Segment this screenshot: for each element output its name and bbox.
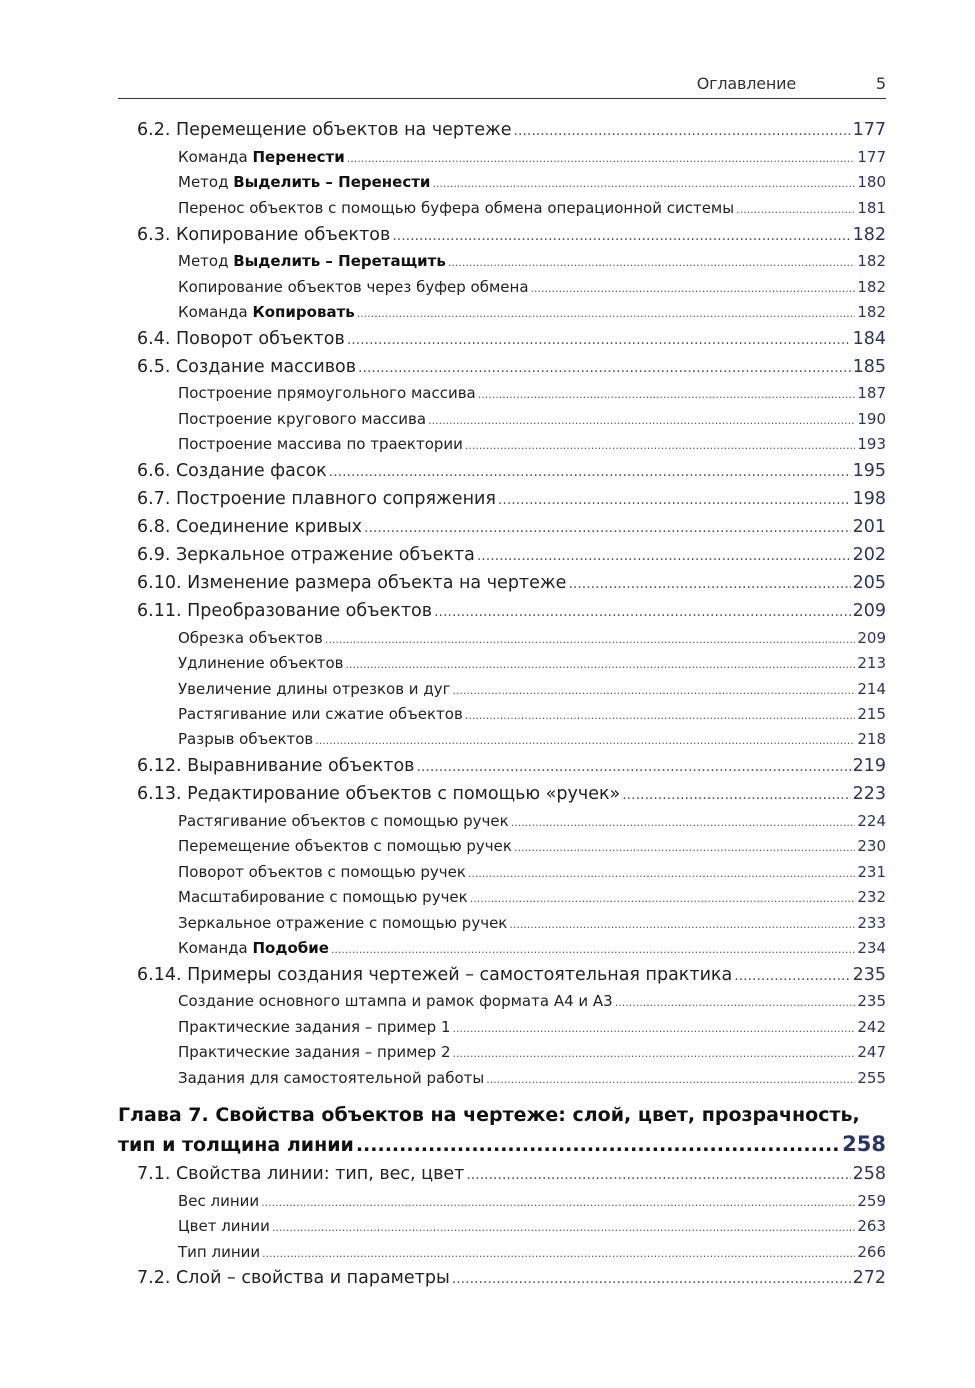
entry-title-prefix: Команда xyxy=(178,148,253,166)
entry-title: 6.10. Изменение размера объекта на чертеже xyxy=(137,573,567,593)
toc-subsection-entry[interactable] xyxy=(178,199,886,217)
dot-leader xyxy=(452,1047,855,1060)
entry-title: Поворот объектов с помощью ручек xyxy=(178,863,466,881)
header-page-number: 5 xyxy=(875,74,886,93)
entry-page-number: 259 xyxy=(857,1192,886,1210)
toc-subsection-entry[interactable] xyxy=(178,1043,886,1061)
toc-subsection-entry[interactable] xyxy=(178,705,886,723)
toc-section-entry[interactable] xyxy=(137,489,886,509)
entry-title-prefix: Команда xyxy=(178,303,253,321)
entry-page-number: 213 xyxy=(857,654,886,672)
entry-title: Цвет линии xyxy=(178,1217,270,1235)
toc-section-entry[interactable] xyxy=(137,329,886,349)
dot-leader xyxy=(465,439,855,452)
dot-leader xyxy=(347,152,856,165)
toc-subsection-entry[interactable] xyxy=(178,1192,886,1210)
dot-leader xyxy=(364,520,851,536)
entry-title: 6.14. Примеры создания чертежей – самостоятельная практика xyxy=(137,965,733,985)
entry-title: 6.4. Поворот объектов xyxy=(137,329,345,349)
toc-subsection-entry[interactable] xyxy=(178,1018,886,1036)
entry-title xyxy=(178,173,430,191)
entry-title: 7.1. Свойства линии: тип, вес, цвет xyxy=(137,1164,465,1184)
dot-leader xyxy=(465,709,856,722)
toc-subsection-entry[interactable] xyxy=(178,1243,886,1261)
entry-title-prefix: Метод xyxy=(178,252,234,270)
toc-subsection-entry[interactable] xyxy=(178,278,886,296)
dot-leader xyxy=(470,892,856,905)
toc-subsection-entry[interactable] xyxy=(178,1217,886,1235)
entry-title: 7.2. Слой – свойства и параметры xyxy=(137,1268,450,1288)
entry-title xyxy=(178,939,329,957)
entry-page-number: 219 xyxy=(852,756,886,776)
toc-subsection-entry[interactable] xyxy=(178,914,886,932)
dot-leader xyxy=(514,841,855,854)
dot-leader xyxy=(272,1221,855,1234)
entry-title: Практические задания – пример 1 xyxy=(178,1018,451,1036)
toc-section-entry[interactable] xyxy=(137,517,886,537)
entry-page-number: 255 xyxy=(857,1069,886,1087)
entry-title-bold: Копировать xyxy=(252,303,355,321)
entry-page-number: 231 xyxy=(857,863,886,881)
toc-subsection-entry[interactable] xyxy=(178,654,886,672)
entry-title: Увеличение длины отрезков и дуг xyxy=(178,680,451,698)
toc-section-entry[interactable] xyxy=(137,120,886,140)
entry-title: Обрезка объектов xyxy=(178,629,323,647)
dot-leader xyxy=(434,604,851,620)
toc-section-entry[interactable] xyxy=(137,784,886,804)
entry-title-prefix: Метод xyxy=(178,173,234,191)
entry-page-number: 233 xyxy=(857,914,886,932)
entry-title: Перемещение объектов с помощью ручек xyxy=(178,837,512,855)
entry-title: Построение прямоугольного массива xyxy=(178,384,476,402)
toc-section-entry[interactable] xyxy=(137,1268,886,1288)
entry-page-number: 218 xyxy=(857,730,886,748)
entry-title: 6.13. Редактирование объектов с помощью «ручек» xyxy=(137,784,621,804)
dot-leader xyxy=(498,492,851,508)
dot-leader xyxy=(356,1134,840,1156)
entry-title: 6.3. Копирование объектов xyxy=(137,225,391,245)
toc-subsection-entry[interactable] xyxy=(178,680,886,698)
entry-title: 6.5. Создание массивов xyxy=(137,357,357,377)
toc-section-entry[interactable] xyxy=(137,357,886,377)
entry-page-number: 177 xyxy=(852,120,886,140)
toc-subsection-entry[interactable] xyxy=(178,252,886,270)
entry-title: Практические задания – пример 2 xyxy=(178,1043,451,1061)
entry-title: Создание основного штампа и рамок формата А4 и А3 xyxy=(178,992,613,1010)
entry-title-bold: Выделить – Перенести xyxy=(233,173,431,191)
header-title: Оглавление xyxy=(696,74,796,93)
toc-subsection-entry[interactable] xyxy=(178,812,886,830)
dot-leader xyxy=(315,734,855,747)
toc-subsection-entry[interactable] xyxy=(178,435,886,453)
toc-section-entry[interactable] xyxy=(137,225,886,245)
entry-title: Разрыв объектов xyxy=(178,730,314,748)
entry-page-number: 198 xyxy=(852,489,886,509)
dot-leader xyxy=(329,464,851,480)
entry-page-number: 202 xyxy=(852,545,886,565)
entry-title: 6.2. Перемещение объектов на чертеже xyxy=(137,120,512,140)
entry-title: Задания для самостоятельной работы xyxy=(178,1069,485,1087)
entry-title: 6.11. Преобразование объектов xyxy=(137,601,433,621)
toc-subsection-entry[interactable] xyxy=(178,888,886,906)
dot-leader xyxy=(346,658,856,671)
toc-section-entry[interactable] xyxy=(137,601,886,621)
toc-subsection-entry[interactable] xyxy=(178,863,886,881)
entry-title: 6.9. Зеркальное отражение объекта xyxy=(137,545,475,565)
dot-leader xyxy=(428,414,855,427)
toc-subsection-entry[interactable] xyxy=(178,730,886,748)
entry-page-number: 190 xyxy=(857,410,886,428)
dot-leader xyxy=(262,1247,855,1260)
entry-page-number: 223 xyxy=(852,784,886,804)
entry-page-number: 205 xyxy=(852,573,886,593)
dot-leader xyxy=(347,332,851,348)
toc-subsection-entry[interactable] xyxy=(178,992,886,1010)
dot-leader xyxy=(622,787,850,803)
chapter-title-line1: Глава 7. Свойства объектов на чертеже: слой, цвет, прозрачность, xyxy=(118,1104,860,1126)
entry-title: Построение массива по траектории xyxy=(178,435,463,453)
entry-title xyxy=(178,303,355,321)
dot-leader xyxy=(511,816,856,829)
dot-leader xyxy=(468,867,855,880)
toc-section-entry[interactable] xyxy=(137,461,886,481)
toc-subsection-entry[interactable] xyxy=(178,173,886,191)
entry-page-number: 242 xyxy=(857,1018,886,1036)
dot-leader xyxy=(615,996,856,1009)
entry-title: 6.6. Создание фасок xyxy=(137,461,327,481)
entry-page-number: 182 xyxy=(857,252,886,270)
entry-title: Масштабирование с помощью ручек xyxy=(178,888,468,906)
dot-leader xyxy=(331,943,855,956)
dot-leader xyxy=(531,282,856,295)
toc-section-entry[interactable] xyxy=(137,756,886,776)
toc-subsection-entry[interactable] xyxy=(178,1069,886,1087)
entry-title: Построение кругового массива xyxy=(178,410,427,428)
entry-page-number: 247 xyxy=(857,1043,886,1061)
chapter-page-number: 258 xyxy=(842,1132,886,1156)
entry-page-number: 234 xyxy=(857,939,886,957)
entry-page-number: 214 xyxy=(857,680,886,698)
dot-leader xyxy=(568,576,850,592)
entry-page-number: 184 xyxy=(852,329,886,349)
entry-page-number: 187 xyxy=(857,384,886,402)
entry-title-bold: Выделить – Перетащить xyxy=(233,252,446,270)
entry-title: 6.8. Соединение кривых xyxy=(137,517,363,537)
dot-leader xyxy=(509,918,855,931)
entry-page-number: 258 xyxy=(852,1164,886,1184)
entry-page-number: 182 xyxy=(857,303,886,321)
dot-leader xyxy=(416,759,850,775)
toc-subsection-entry[interactable] xyxy=(178,410,886,428)
entry-page-number: 182 xyxy=(857,278,886,296)
entry-page-number: 182 xyxy=(852,225,886,245)
entry-page-number: 195 xyxy=(852,461,886,481)
entry-title-bold: Подобие xyxy=(252,939,329,957)
entry-title: Удлинение объектов xyxy=(178,654,344,672)
dot-leader xyxy=(477,548,851,564)
entry-title: 6.12. Выравнивание объектов xyxy=(137,756,415,776)
dot-leader xyxy=(466,1167,850,1183)
dot-leader xyxy=(432,177,855,190)
dot-leader xyxy=(452,684,855,697)
dot-leader xyxy=(452,1271,851,1287)
entry-page-number: 215 xyxy=(857,705,886,723)
entry-title: Растягивание или сжатие объектов xyxy=(178,705,463,723)
entry-title-bold: Перенести xyxy=(252,148,345,166)
entry-page-number: 224 xyxy=(857,812,886,830)
entry-page-number: 266 xyxy=(857,1243,886,1261)
entry-page-number: 209 xyxy=(857,629,886,647)
toc-subsection-entry[interactable] xyxy=(178,303,886,321)
entry-page-number: 201 xyxy=(852,517,886,537)
entry-page-number: 181 xyxy=(857,199,886,217)
entry-title: Копирование объектов через буфер обмена xyxy=(178,278,529,296)
entry-page-number: 177 xyxy=(857,148,886,166)
entry-title: Тип линии xyxy=(178,1243,261,1261)
dot-leader xyxy=(357,307,856,320)
toc-section-entry[interactable] xyxy=(137,965,886,985)
entry-title xyxy=(178,148,345,166)
dot-leader xyxy=(392,228,850,244)
entry-title xyxy=(178,252,446,270)
entry-title: 6.7. Построение плавного сопряжения xyxy=(137,489,496,509)
entry-title: Растягивание объектов с помощью ручек xyxy=(178,812,509,830)
dot-leader xyxy=(325,633,855,646)
entry-page-number: 235 xyxy=(852,965,886,985)
entry-page-number: 232 xyxy=(857,888,886,906)
dot-leader xyxy=(452,1022,855,1035)
toc-subsection-entry[interactable] xyxy=(178,837,886,855)
toc-section-entry[interactable] xyxy=(137,545,886,565)
toc-subsection-entry[interactable] xyxy=(178,939,886,957)
dot-leader xyxy=(734,968,850,984)
dot-leader xyxy=(736,203,855,216)
entry-title-prefix: Команда xyxy=(178,939,253,957)
entry-page-number: 263 xyxy=(857,1217,886,1235)
dot-leader xyxy=(486,1073,855,1086)
entry-page-number: 185 xyxy=(852,357,886,377)
entry-page-number: 180 xyxy=(857,173,886,191)
entry-page-number: 209 xyxy=(852,601,886,621)
toc-subsection-entry[interactable] xyxy=(178,148,886,166)
dot-leader xyxy=(261,1196,855,1209)
toc-subsection-entry[interactable] xyxy=(178,384,886,402)
entry-page-number: 235 xyxy=(857,992,886,1010)
entry-page-number: 272 xyxy=(852,1268,886,1288)
entry-title: Зеркальное отражение с помощью ручек xyxy=(178,914,508,932)
toc-section-entry[interactable] xyxy=(137,573,886,593)
dot-leader xyxy=(514,123,851,139)
toc-section-entry[interactable] xyxy=(137,1164,886,1184)
entry-title: Вес линии xyxy=(178,1192,260,1210)
entry-page-number: 230 xyxy=(857,837,886,855)
running-header xyxy=(118,72,886,99)
entry-title: Перенос объектов с помощью буфера обмена операционной системы xyxy=(178,199,735,217)
dot-leader xyxy=(358,360,851,376)
dot-leader xyxy=(448,256,855,269)
toc-subsection-entry[interactable] xyxy=(178,629,886,647)
chapter-title-text: тип и толщина линии xyxy=(118,1134,354,1156)
dot-leader xyxy=(478,388,856,401)
entry-page-number: 193 xyxy=(857,435,886,453)
chapter-title-line2 xyxy=(118,1132,886,1156)
